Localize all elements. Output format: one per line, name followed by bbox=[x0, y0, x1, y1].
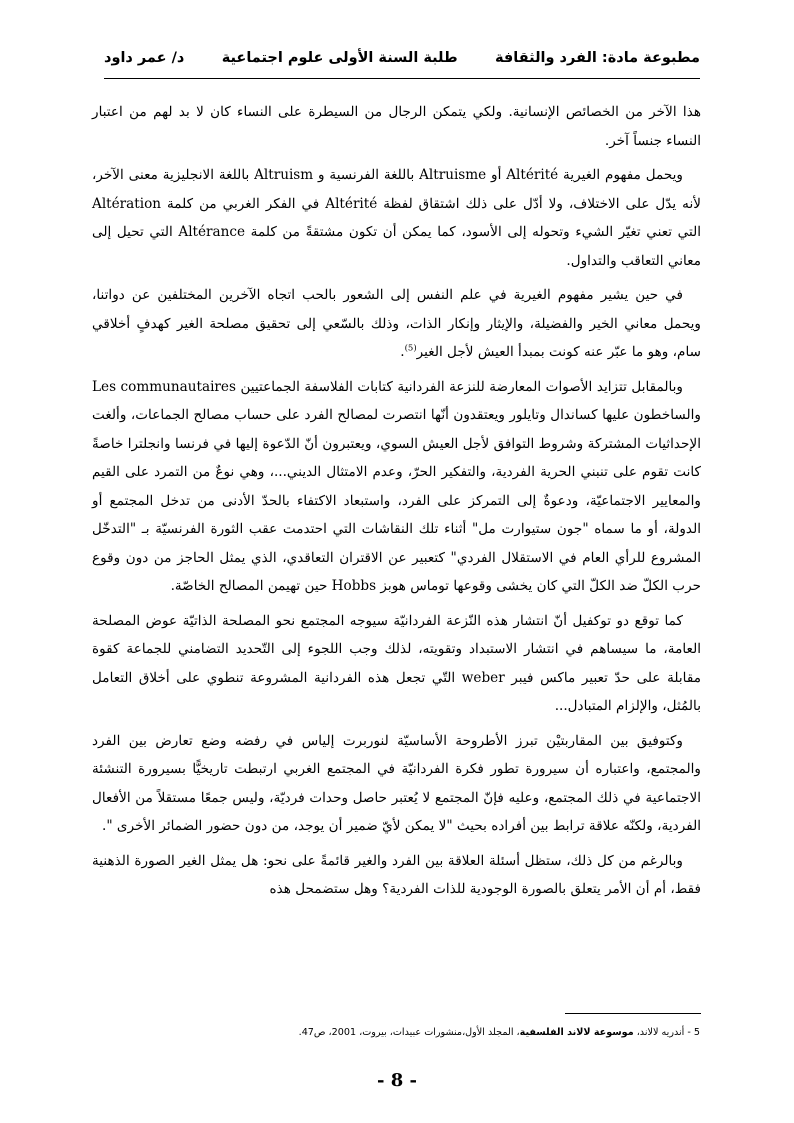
header-rule bbox=[104, 78, 700, 79]
footnote-prefix: - أندريه لالاند، bbox=[633, 1027, 694, 1038]
footnote-reference[interactable]: (5) bbox=[404, 343, 417, 354]
footnote-title: موسوعة لالاند الفلسفية bbox=[519, 1027, 634, 1038]
paragraph-2: ويحمل مفهوم الغيرية Altérité أو Altruisme باللغة الفرنسية و Altruism باللغة الانجليزية معنى الآخر، لأنه يدّل على الاختلاف، ولا أدّل على ذلك اشتقاق لفظة Altérité في الفكر الغربي من كلمة Altération التي تعني تغيّر الشيء وتحوله إلى الأسود، كما يمكن أن تكون مشتقةً من كلمة Altérance التي تحيل إلى معاني التعاقب والتداول. bbox=[92, 167, 701, 269]
paragraph-3-text: في حين يشير مفهوم الغيرية في علم النفس إلى الشعور بالحب اتجاه الآخرين المختلفين عن دواتنا، ويحمل معاني الخير والفضيلة، والإيثار وإنكار الذات، وذلك بالسّعي إلى تحقيق مصلحة الغير كهدفٍ أخلاقي سام، وهو ما عبّر عنه كونت بمبدأ العيش لأجل الغير bbox=[92, 287, 701, 360]
paragraph-3 bbox=[92, 281, 701, 367]
header-course-title: مطبوعة مادة: الفرد والثقافة bbox=[494, 50, 700, 66]
paragraph-5: كما توقع دو توكفيل أنّ انتشار هذه النّزعة الفردانيّة سيوجه المجتمع نحو المصلحة الذاتيّة عوض المصلحة العامة، ما سيساهم في انتشار الاستبداد وتقويته، لذلك وجب اللجوء إلى التّحديد التضامني للجماعة كقوة مقابلة على حدّ تعبير ماكس فيبر weber التّي تجعل هذه الفردانية المشروعة تنطوي على أخلاق التعامل بالمُثل، والإلزام المتبادل... bbox=[92, 612, 701, 714]
header-audience: طلبة السنة الأولى علوم اجتماعية bbox=[221, 50, 458, 66]
paragraph-7: وبالرغم من كل ذلك، ستظل أسئلة العلاقة بين الفرد والغير قائمةً على نحو: هل يمثل الغير الصورة الذهنية فقط، أم أن الأمر يتعلق بالصورة الوجودية للذات الفردية؟ وهل ستضمحل هذه bbox=[92, 852, 701, 897]
running-header bbox=[104, 46, 700, 70]
body-text bbox=[92, 98, 701, 910]
paragraph-4: وبالمقابل تتزايد الأصوات المعارضة للنزعة الفردانية كتابات الفلاسفة الجماعتيين Les communautaires والساخطون عليها كساندال وتايلور ويعتقدون أنّها انتصرت لمصالح الفرد على حساب مصالح الجماعات، وألغت الإحداثيات المشتركة وشروط التوافق لأجل العيش السوي، ويعتبرون أنّ الدّعوة إليها في فرنسا وانجلترا خاصةً كانت تقوم على تنبني الحرية الفردية، والتفكير الحرّ، وعدم الامتثال الديني...، وهي نوعٌ من التمرد على القيم والمعايير الاجتماعيّة، ودعوةٌ إلى التمركز على الفرد، واستبعاد الاكتفاء بالحدّ الأدنى من تدخل المجتمع أو الدولة، أو ما سماه "جون ستيوارت مل" أثناء تلك النقاشات التي احتدمت عقب الثورة الفرنسيّة بـ "التدخّل المشروع للرأي العام في الاستقلال الفردي" كتعبير عن الاقتران التعاقدي، الذي يمثل الحاجز من دون وقوع حرب الكلّ ضد الكلّ التي كان يخشى وقوعها توماس هوبز Hobbs حين تهيمن المصالح الخاصّة. bbox=[92, 378, 701, 594]
footnote-separator bbox=[565, 1013, 701, 1014]
paragraph-6: وكتوفيق بين المقاربتيْن تبرز الأطروحة الأساسيّة لنوربرت إلياس في رفضه وضع تعارض بين الفرد والمجتمع، واعتباره أن سيرورة تطور فكرة الفردانيّة في المجتمع الغربي ارتبطت تاريخيًّا بسيرورة التنشئة الاجتماعية في ذلك المجتمع، وعليه فإنّ المجتمع لا يُعتبر حاصل وحدات فرديّة، وليس جمعًا مستقلاً من الأفعال الفردية، ولكنّه علاقة ترابط بين أفراده بحيث "لا يمكن لأيّ ضمير أن يوجد، من دون حضور الضمائر الأخرى ". bbox=[92, 732, 701, 834]
paragraph-1: هذا الآخر من الخصائص الإنسانية. ولكي يتمكن الرجال من السيطرة على النساء كان لا بد لهم من اعتبار النساء جنساً آخر. bbox=[92, 104, 701, 149]
footnote-number: 5 bbox=[693, 1027, 700, 1038]
header-author: د/ عمر داود bbox=[104, 50, 185, 66]
footnote bbox=[180, 1026, 700, 1040]
footnote-details: ، المجلد الأول،منشورات عبيدات، بيروت، 2001، ص47. bbox=[298, 1027, 520, 1038]
page-number: - 8 - bbox=[377, 1070, 417, 1091]
paragraph-3-end: . bbox=[400, 344, 405, 360]
